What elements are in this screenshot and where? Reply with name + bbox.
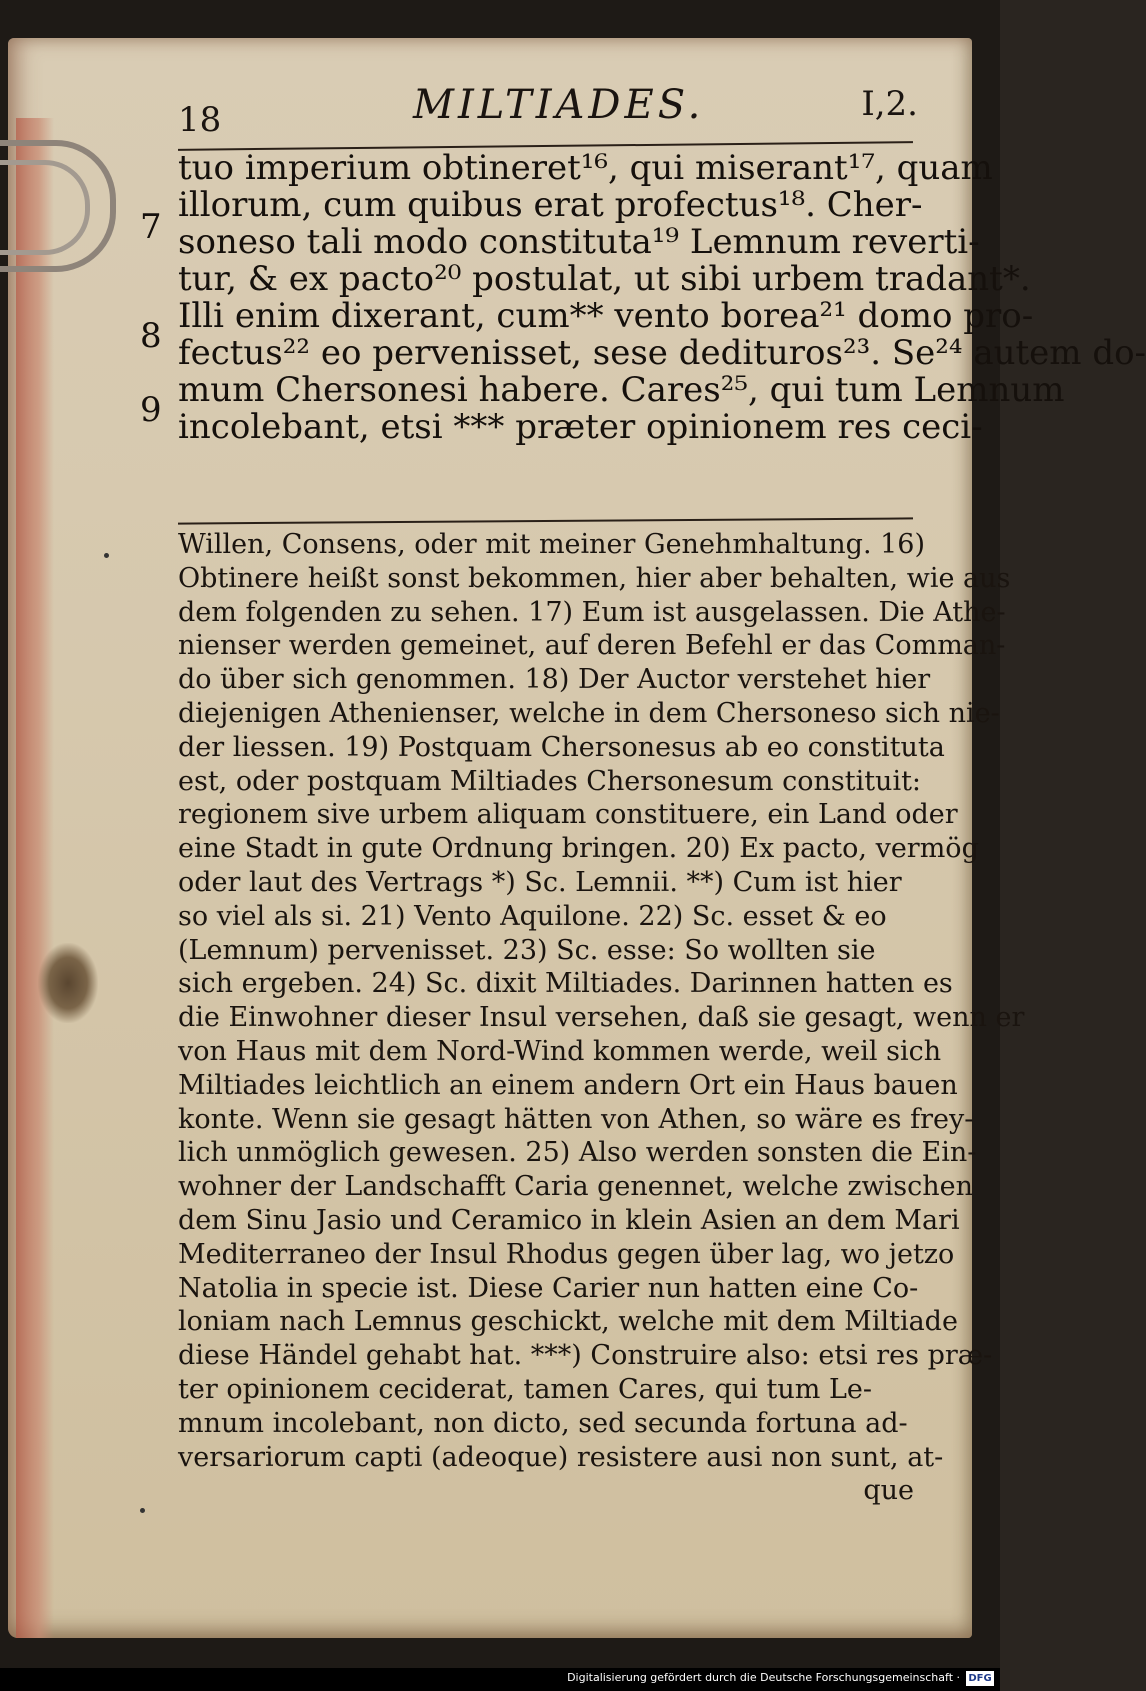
text-line: soneso tali modo constituta¹⁹ Lemnum reverti- bbox=[178, 222, 980, 262]
text-line: Illi enim dixerant, cum** vento borea²¹ domo pro- bbox=[178, 296, 1034, 336]
note-line: regionem sive urbem aliquam constituere, ein Land oder bbox=[178, 799, 958, 831]
margin-number: 8 bbox=[140, 316, 162, 356]
text-line: tur, & ex pacto²⁰ postulat, ut sibi urbem tradant*. bbox=[178, 259, 1031, 299]
note-line: so viel als si. 21) Vento Aquilone. 22) Sc. esset & eo bbox=[178, 900, 887, 932]
paper-stain bbox=[38, 943, 98, 1023]
note-line: Obtinere heißt sonst bekommen, hier aber behalten, wie aus bbox=[178, 562, 1011, 594]
text-line: fectus²² eo pervenisset, sese dedituros²³. Se²⁴ autem do- bbox=[178, 333, 1146, 373]
note-line: der liessen. 19) Postquam Chersonesus ab eo constituta bbox=[178, 731, 945, 763]
note-line: Natolia in specie ist. Diese Carier nun hatten eine Co- bbox=[178, 1272, 919, 1304]
note-line: Mediterraneo der Insul Rhodus gegen über lag, wo jetzo bbox=[178, 1238, 955, 1270]
margin-dot bbox=[140, 1508, 145, 1513]
note-line: ter opinionem ceciderat, tamen Cares, qui tum Le- bbox=[178, 1373, 872, 1405]
text-line: tuo imperium obtineret¹⁶, qui miserant¹⁷, quam bbox=[178, 148, 993, 188]
note-line: versariorum capti (adeoque) resistere ausi non sunt, at- bbox=[178, 1441, 944, 1473]
note-line: Miltiades leichtlich an einem andern Ort ein Haus bauen bbox=[178, 1069, 958, 1101]
running-head: MILTIADES. bbox=[413, 82, 705, 128]
note-line: loniam nach Lemnus geschickt, welche mit dem Miltiade bbox=[178, 1306, 958, 1338]
note-line: sich ergeben. 24) Sc. dixit Miltiades. Darinnen hatten es bbox=[178, 968, 953, 1000]
page-number: 18 bbox=[178, 100, 222, 140]
note-line: dem Sinu Jasio und Ceramico in klein Asien an dem Mari bbox=[178, 1204, 960, 1236]
main-text bbox=[178, 148, 1146, 447]
dfg-logo[interactable]: DFG bbox=[966, 1671, 994, 1686]
note-line: von Haus mit dem Nord-Wind kommen werde, weil sich bbox=[178, 1035, 942, 1067]
margin-number: 7 bbox=[140, 207, 162, 247]
text-line: incolebant, etsi *** præter opinionem res ceci- bbox=[178, 407, 983, 447]
note-line: die Einwohner dieser Insul versehen, daß sie gesagt, wenn er bbox=[178, 1002, 1025, 1034]
footer-credit: Digitalisierung gefördert durch die Deutsche Forschungsgemeinschaft · bbox=[567, 1671, 960, 1684]
note-line: Willen, Consens, oder mit meiner Genehmhaltung. 16) bbox=[178, 529, 926, 560]
digitization-footer bbox=[0, 1668, 1000, 1691]
text-line: mum Chersonesi habere. Cares²⁵, qui tum Lemnum bbox=[178, 370, 1065, 410]
note-line: wohner der Landschafft Caria genennet, welche zwischen bbox=[178, 1171, 974, 1203]
note-line: mnum incolebant, non dicto, sed secunda fortuna ad- bbox=[178, 1407, 908, 1439]
note-line: (Lemnum) pervenisset. 23) Sc. esse: So wollten sie bbox=[178, 934, 876, 966]
chapter-reference: I,2. bbox=[861, 84, 918, 124]
catchword: que bbox=[863, 1475, 914, 1507]
note-line: est, oder postquam Miltiades Chersonesum constituit: bbox=[178, 765, 922, 797]
note-line: oder laut des Vertrags *) Sc. Lemnii. **) Cum ist hier bbox=[178, 866, 902, 898]
paper-clip-inner bbox=[0, 160, 90, 255]
page-header bbox=[178, 82, 918, 142]
note-line: konte. Wenn sie gesagt hätten von Athen, so wäre es frey- bbox=[178, 1103, 974, 1135]
footnotes bbox=[178, 528, 1025, 1508]
margin-number: 9 bbox=[140, 390, 162, 430]
note-line: do über sich genommen. 18) Der Auctor verstehet hier bbox=[178, 664, 931, 696]
margin-dot bbox=[104, 553, 109, 558]
note-line: eine Stadt in gute Ordnung bringen. 20) Ex pacto, vermög bbox=[178, 833, 979, 865]
text-line: illorum, cum quibus erat profectus¹⁸. Cher- bbox=[178, 185, 923, 225]
note-line: diejenigen Athenienser, welche in dem Chersoneso sich nie- bbox=[178, 697, 1000, 729]
note-line: lich unmöglich gewesen. 25) Also werden sonsten die Ein- bbox=[178, 1137, 977, 1169]
note-line: nienser werden gemeinet, auf deren Befehl er das Comman- bbox=[178, 630, 1006, 662]
note-line: diese Händel gehabt hat. ***) Construire also: etsi res præ- bbox=[178, 1340, 993, 1372]
note-line: dem folgenden zu sehen. 17) Eum ist ausgelassen. Die Athe- bbox=[178, 596, 1006, 628]
page-edge-stain bbox=[16, 118, 54, 1638]
